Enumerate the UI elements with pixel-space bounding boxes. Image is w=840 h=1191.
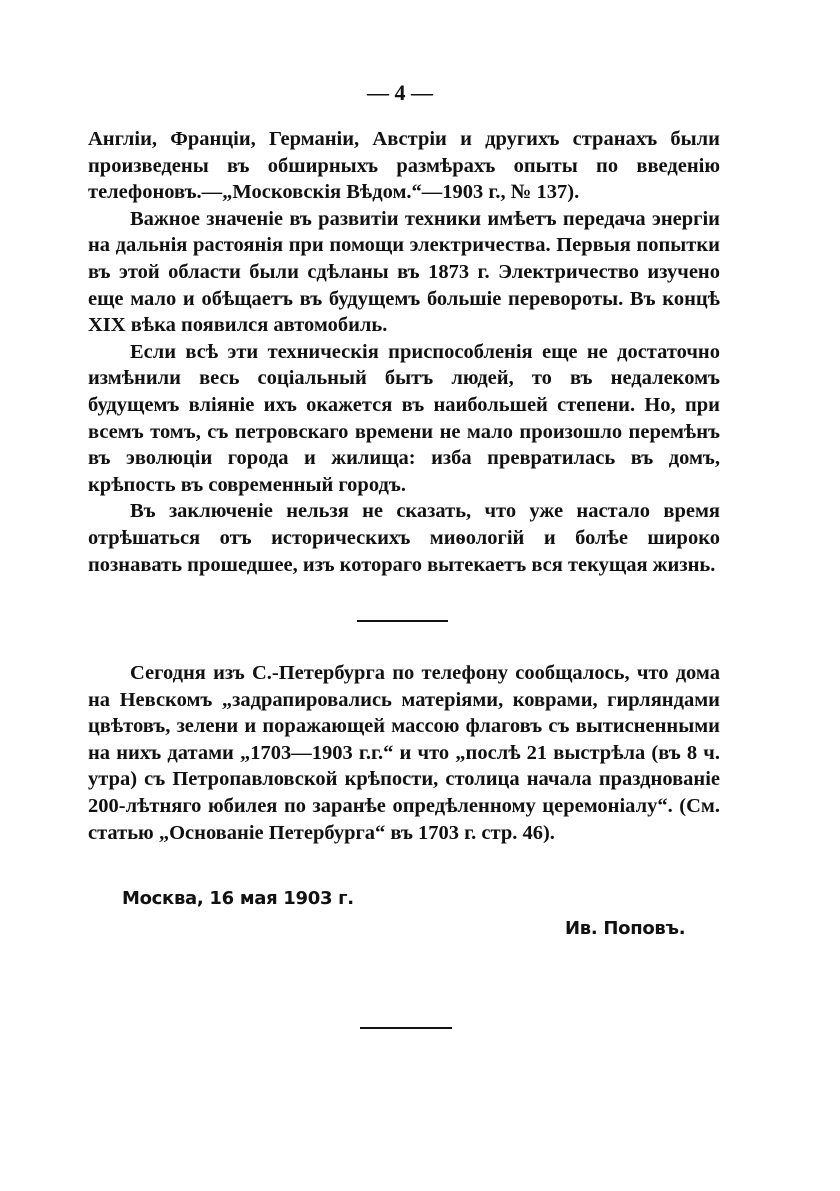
postscript-block	[88, 660, 720, 846]
paragraph-technical-devices: Если всѣ эти техническія приспособленія еще не достаточно измѣнили весь соціальный бытъ людей, то въ недалекомъ будущемъ вліяніе ихъ окажется въ наибольшей степени. Но, при всемъ томъ, съ петровскаго времени не мало произошло перемѣнъ въ эволюціи города и жилища: изба превратилась въ домъ, крѣпость въ современный городъ.	[88, 340, 720, 496]
paragraph-energy-transmission: Важное значеніе въ развитіи техники имѣетъ передача энергіи на дальнія растоянія при помощи электричества. Первыя попытки въ этой области были сдѣланы въ 1873 г. Электричество изучено еще мало и обѣщаетъ въ будущемъ большіе перевороты. Въ концѣ XIX вѣка появился автомобиль.	[88, 207, 720, 337]
paragraph-conclusion: Въ заключеніе нельзя не сказать, что уже настало время отрѣшаться отъ историческихъ миѳологій и болѣе широко познавать прошедшее, изъ котораго вытекаетъ вся текущая жизнь.	[88, 500, 720, 576]
author-signature: Ив. Поповъ.	[565, 918, 686, 939]
main-text-block	[88, 126, 720, 578]
paragraph-continuation: Англіи, Франціи, Германіи, Австріи и другихъ странахъ были произведены въ обширныхъ размѣрахъ опыты по введенію телефоновъ.—„Московскія Вѣдом.“—1903 г., № 137).	[88, 128, 720, 204]
end-divider	[360, 1027, 452, 1029]
paragraph-petersburg-news: Сегодня изъ С.-Петербурга по телефону сообщалось, что дома на Невскомъ „задрапировались матеріями, коврами, гирляндами цвѣтовъ, зелени и поражающей массою флаговъ съ вытисненными на нихъ датами „1703—1903 г.г.“ и что „послѣ 21 выстрѣла (въ 8 ч. утра) съ Петропавловской крѣпости, столица начала празднованіе 200-лѣтняго юбилея по заранѣе опредѣленному церемоніалу“. (См. статью „Основаніе Петербурга“ въ 1703 г. стр. 46).	[88, 662, 720, 844]
section-divider	[357, 620, 448, 622]
page-number: — 4 —	[367, 80, 433, 105]
dateline: Москва, 16 мая 1903 г.	[122, 888, 354, 909]
